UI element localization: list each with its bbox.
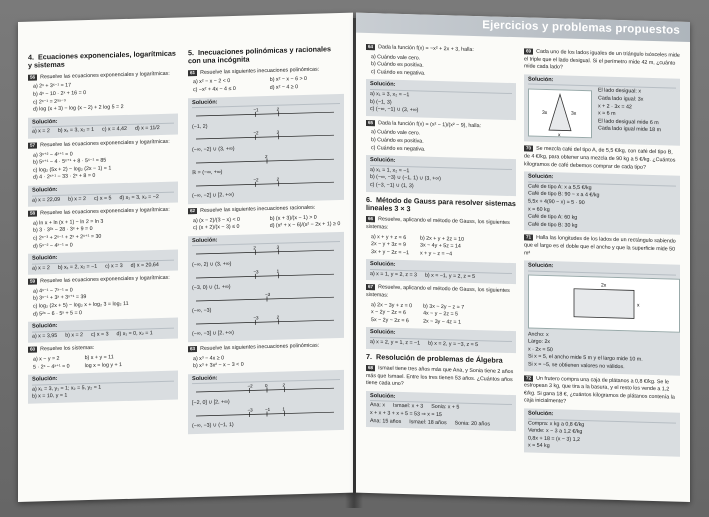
solution-box (366, 327, 516, 352)
exercise-prompt: Halla las longitudes de los lados de un rectángulo sabiendo que el largo es el doble que el ancho y que la superficie mide 50 m² (524, 235, 676, 257)
number-line-row (192, 290, 340, 316)
number-line-axis (196, 412, 334, 416)
exercise-item: a) 2x − 3y + z = 0 (371, 301, 413, 309)
solution-item: Sonia: 20 años (454, 420, 490, 428)
exercise-item: c) (x + 2)/(x − 3) ≤ 0 (193, 223, 240, 232)
solution-box (524, 260, 680, 375)
exercise-item: a) Cuándo vale cero. (371, 129, 421, 137)
exercise-number: 58 (30, 210, 36, 216)
solution-item: b) x = 2, y = −3, z = 5 (428, 340, 479, 349)
triangle-svg (529, 90, 591, 138)
exercise-prompt: Cada uno de los lados iguales de un triángulo isósceles mide el triple que el lado desigual. Si el perímetro mide 42 m, ¿cuánto mide cada lado? (524, 48, 680, 71)
number-line-tick-label: 3 (276, 245, 280, 251)
solution-item: 5,5x + 4(90 − x) = 5 · 90 (528, 198, 585, 206)
solution-item: Ismael: x + 3 (393, 403, 424, 410)
exercise-item: c) Cuándo es negativa. (371, 144, 426, 153)
exercise-item: a) x² − x − 2 < 0 (193, 78, 231, 86)
solution-label: Solución: (192, 234, 340, 247)
solution-label: Solución: (528, 174, 676, 187)
exercise-item: d) x² − 4 ≥ 0 (269, 84, 299, 91)
exercise-70 (524, 146, 680, 173)
exercise-number: 72 (526, 375, 532, 381)
exercise-item: b) 3x − 2y − z = 7 (423, 303, 465, 311)
exercise-item: 2x − y + 3z = 9 (371, 241, 406, 249)
exercise-item: b) Cuándo es positiva. (371, 61, 424, 69)
solution-item: d) x₁ = 3, x₂ = −2 (119, 193, 159, 201)
solution-item: b) x = 10, y = 1 (32, 393, 68, 401)
solution-label: Solución: (32, 252, 174, 265)
exercise-item: a) Cuándo vale cero. (371, 53, 421, 62)
exercise-number: 56 (30, 74, 36, 80)
solution-item: Vende: x − 3 a 1,2 €/kg (528, 427, 583, 436)
solution-label: Solución: (370, 157, 512, 170)
exercise-number: 60 (30, 346, 36, 353)
solution-label: Solución: (528, 263, 676, 276)
number-line-tick-label: −2 (253, 130, 259, 136)
solution-box (28, 113, 178, 138)
exercise-number: 66 (368, 216, 374, 222)
exercise-item: d) log (x + 3) − log (x − 2) + 2 log 5 = 2 (33, 104, 124, 113)
exercise-item: d) (x² + x − 6)/(x² − 2x + 1) ≥ 0 (269, 221, 341, 230)
exercise-items (188, 213, 344, 233)
solution-item: d) x = 11/2 (134, 125, 160, 133)
section-number: 6. (366, 194, 372, 204)
solution-item: x = 60 kg (528, 206, 550, 213)
interval-text: (−∞, 2) ∪ (3, +∞) (192, 260, 232, 269)
number-line-tick-label: 2 (276, 314, 280, 320)
number-line-axis (196, 112, 334, 116)
section-heading: Ecuaciones exponenciales, logarítmicas y sistemas (28, 48, 176, 71)
solution-box (524, 408, 680, 456)
solution-item: x · 2x = 50 (528, 346, 553, 354)
exercise-item: b) 4ˣ − 10 · 2ˣ + 16 = 0 (33, 90, 87, 98)
exercise-item: a) x − y = 2 (33, 355, 60, 363)
solution-box (28, 371, 178, 404)
exercise-item: log x = log y + 1 (84, 361, 123, 369)
column-3 (366, 41, 516, 435)
column-1 (28, 48, 178, 408)
exercise-item: 2x − 3y − 4z = 1 (423, 318, 461, 326)
exercise-item: 3x − 4y + 5z = 14 (420, 242, 461, 250)
exercise-item: b) x + y = 11 (84, 354, 114, 362)
number-line-row (192, 128, 340, 154)
number-line-tick-label: 2 (276, 106, 280, 112)
solution-label: Solución: (192, 96, 340, 109)
exercise-prompt: Resuelve las ecuaciones exponenciales y logarítmicas: (40, 138, 170, 149)
rectangle-label-short: x (637, 302, 640, 309)
triangle-label-right: 3x (571, 111, 577, 118)
solution-item: a) x₁ = 3, x₂ = −1 (370, 91, 410, 99)
solution-item: b) x = 2 (68, 195, 86, 203)
exercise-item: 4x − y − 2z = 5 (423, 310, 458, 318)
number-line-row (192, 105, 340, 131)
exercise-item: x + y − z = −4 (420, 250, 453, 258)
solution-item: Cada lado igual: 3x (598, 95, 644, 103)
interval-text: (−∞, −3) (192, 307, 212, 315)
number-line-tick-label: 1 (276, 268, 280, 274)
solution-item: Compra: x kg a 0,8 €/kg (528, 420, 585, 428)
exercise-prompt: Se mezcla café del tipo A, de 5,5 €/kg, con café del tipo B, de 4 €/kg, para obtener una mezcla de 90 kg a 5 €/kg. ¿Cuántos kilogramos de café debemos comprar de cada tipo? (524, 146, 676, 171)
solution-box (366, 259, 516, 284)
solution-item: Si x = 5, el ancho mide 5 m y el largo mide 10 m. (528, 353, 643, 364)
section-title-6 (366, 195, 516, 216)
exercise-68 (366, 365, 516, 392)
number-line-tick-label: 2 (265, 153, 268, 159)
solution-item: a) x = 2 (32, 264, 50, 272)
page-title: Ejercicios y problemas propuestos (482, 19, 680, 37)
number-line-row (192, 405, 340, 431)
exercise-number: 61 (190, 69, 196, 76)
solution-box (188, 370, 344, 434)
solution-item: Ana: x (370, 402, 386, 409)
exercise-number: 68 (368, 365, 374, 371)
solution-lines (598, 88, 661, 144)
systems-row (28, 353, 178, 372)
solution-item: Ana: 15 años (370, 417, 402, 425)
exercise-prompt: Resuelve las ecuaciones exponenciales y logarítmicas: (40, 275, 170, 285)
interval-text: (−∞, −2] ∪ [2, +∞) (192, 192, 234, 200)
section-number: 4. (28, 52, 34, 62)
solution-item: Sonia: x + 5 (431, 404, 460, 411)
exercise-prompt: Resuelve las siguientes inecuaciones polinómicas: (200, 66, 320, 76)
interval-text: (−∞, −2) ∪ (3, +∞) (192, 145, 235, 154)
solution-box (188, 93, 344, 204)
exercise-number: 67 (368, 284, 374, 290)
exercise-item: a) x³ − 4x ≥ 0 (193, 354, 225, 362)
exercise-item: d) 5²ˣ − 6 · 5ˣ + 5 = 0 (33, 309, 82, 318)
exercise-prompt: Resuelve las siguientes inecuaciones polinómicas: (200, 342, 320, 352)
number-line-tick-label: −3 (247, 407, 253, 413)
number-line-tick-label: −2 (247, 383, 253, 390)
rectangle-shape (574, 288, 634, 318)
number-line-axis (196, 320, 334, 324)
number-line-tick-label: 2 (253, 245, 256, 251)
solution-label: Solución: (528, 411, 676, 424)
solution-label: Solución: (32, 373, 174, 386)
system-a (28, 356, 70, 372)
exercise-item: a) 4ˣ⁻¹ − 7ˣ⁻¹ = 0 (33, 287, 73, 295)
solution-label: Solución: (32, 115, 174, 128)
number-line-tick-label: −3 (253, 315, 259, 321)
interval-text: (−1, 2) (192, 123, 208, 130)
exercise-item: 5x − 2y − 2z = 6 (371, 316, 409, 324)
exercise-prompt: Dada la función f(x) = (x² − 1)/(x² − 9), halla: (378, 120, 482, 129)
solution-item: c) x = 4,42 (102, 126, 127, 134)
triangle-label-base: x (558, 132, 561, 138)
exercise-item: d) 5ˣ⁻² − 4ˣ⁻¹ = 0 (33, 241, 73, 250)
exercise-prompt: Dada la función f(x) = −x² + 2x + 3, halla: (378, 44, 474, 53)
number-line-tick-label: 1 (282, 406, 286, 412)
solution-label: Solución: (32, 184, 174, 197)
number-line-axis (196, 182, 334, 186)
exercise-number: 57 (30, 142, 36, 148)
exercise-item: c) Cuándo es negativa. (371, 68, 426, 77)
number-line-row (192, 381, 340, 407)
system-a (366, 302, 412, 326)
solution-item: Si x = −5, se obtienen valores no válidos. (528, 361, 625, 371)
solution-box (28, 318, 178, 343)
exercise-item: b) x² − x − 6 > 0 (269, 76, 307, 84)
left-page (18, 13, 353, 502)
number-line-row (192, 267, 340, 293)
solution-item: b) x₁ = 3, x₂ = 1 (57, 127, 95, 135)
exercise-item: a) 2ˣ + 3ˣ⁻¹ = 17 (33, 82, 72, 90)
rectangle-label-long: 2x (601, 282, 607, 289)
exercise-item: 5 · 2ˣ − 4ˣ⁺¹ = 0 (33, 363, 70, 371)
solution-item: a) x = 2, y = 1, z = −1 (370, 339, 421, 347)
solution-box (28, 250, 178, 275)
solution-item: x = 54 kg (528, 442, 550, 450)
number-line-axis (196, 159, 334, 163)
solution-box (366, 391, 516, 432)
solution-item: Largo: 2x (528, 338, 551, 346)
exercise-number: 63 (190, 346, 196, 352)
solution-item: Ismael: 18 años (409, 418, 447, 426)
solution-item: Café de tipo A: x a 5,5 €/kg (528, 183, 592, 192)
exercise-item: b) 5ˣ⁺¹ − 4 · 5ˣ⁺¹ + 8 · 5ˣ⁻¹ = 85 (33, 157, 107, 166)
exercise-72 (524, 375, 680, 410)
number-line-tick-label: −2 (253, 177, 259, 183)
solution-item: x + 2 · 3x = 42 (598, 102, 632, 110)
exercise-item: c) 2ˣ⁻³ + 2ˣ⁻¹ + 2ˣ + 2ˣ⁺¹ = 30 (33, 233, 102, 242)
exercise-number: 70 (526, 145, 532, 151)
number-line-row (192, 175, 340, 201)
section-title-4 (28, 50, 178, 71)
exercise-item: b) x³ + 3x² − x − 3 < 0 (193, 361, 244, 370)
section-heading: Inecuaciones polinómicas y racionales con una incógnita (188, 44, 332, 66)
exercise-item: b) (x + 3)/(x − 1) > 0 (269, 214, 317, 222)
exercise-number: 62 (190, 207, 196, 214)
solution-box (188, 232, 344, 343)
solution-item: b) x = 2 (65, 332, 83, 339)
rectangle-figure (528, 274, 680, 332)
column-4 (524, 45, 680, 460)
solution-item: b) (−1, 3) (370, 98, 392, 106)
solution-item: x + x + 3 + x + 5 = 53 ⇒ x = 15 (370, 410, 442, 419)
solution-item: a) x = 3,95 (32, 332, 58, 340)
number-line-row (192, 243, 340, 269)
number-line-axis (196, 136, 334, 140)
number-line-tick-label: 2 (276, 176, 280, 182)
number-line-row (192, 313, 340, 339)
section-number: 5. (188, 48, 194, 58)
exercise-prompt: Resuelve las siguientes inecuaciones racionales: (200, 204, 316, 214)
system-b (418, 303, 464, 327)
exercise-prompt: Ismael tiene tres años más que Ana, y Sonia tiene 2 años más que Ismael. Entre los tres tienen 53 años. ¿Cuántos años tiene cada uno? (366, 365, 514, 388)
solution-item: b) x = −1, y = 2, z = 5 (424, 272, 476, 280)
solution-label: Solución: (528, 76, 676, 89)
exercise-number: 64 (368, 44, 374, 50)
exercise-prompt: Resuelve, aplicando el método de Gauss, los siguientes sistemas: (366, 216, 510, 231)
system-b (80, 354, 122, 370)
exercise-item: b) 3ˣ⁻¹ + 3ˣ + 3ˣ⁺¹ = 39 (33, 294, 87, 303)
section-number: 7. (366, 351, 372, 361)
solution-item: a) x₁ = 3, y₁ = 1; x₂ = 5, y₂ = 1 (32, 384, 102, 393)
solution-item: El lado desigual: x (598, 87, 641, 96)
section-title-7 (366, 353, 516, 366)
column-2 (188, 43, 344, 438)
number-line-tick-label: −1 (265, 406, 271, 412)
exercise-prompt: Resuelve, aplicando el método de Gauss, los siguientes sistemas: (366, 284, 510, 299)
exercise-item: c) −x² + 4x − 4 ≤ 0 (193, 85, 236, 94)
interval-text: (−∞, −3) ∪ (−1, 1) (192, 422, 234, 430)
solution-item: a) x = 2 (32, 128, 50, 135)
number-line-tick-label: 0 (265, 383, 268, 389)
solution-item: c) x = 3 (105, 262, 123, 270)
solution-label: Solución: (370, 393, 512, 406)
solution-label: Solución: (192, 372, 340, 385)
number-line-axis (196, 297, 334, 301)
solution-item: Café de tipo B: 30 kg (528, 221, 578, 229)
exercise-prompt: Resuelve las ecuaciones exponenciales y logarítmicas: (40, 206, 170, 217)
solution-item: a) x = 22,09 (32, 196, 61, 204)
solution-item: a) x = 1, y = 2, z = 3 (370, 270, 417, 279)
exercise-item: d) 4 · 2ˣ⁺¹ − 33 · 2ˣ + 8 = 0 (33, 173, 96, 181)
section-title-5 (188, 45, 344, 66)
rectangle-svg (529, 275, 679, 331)
solution-item: b) (−∞, −3) ∪ (−1, 1) ∪ (3, +∞) (370, 174, 441, 183)
exercise-66 (366, 216, 516, 235)
solution-item: c) x = 5 (93, 194, 112, 202)
exercise-item: b) Cuándo es positiva. (371, 137, 424, 145)
number-line-tick-label: 2 (282, 382, 286, 389)
exercise-item: c) 2ˣ⁻¹ = 2⁵ˣ⁻³ (33, 98, 66, 106)
solution-item: d) x = 20,64 (130, 261, 159, 269)
number-line-tick-label: −1 (253, 107, 259, 113)
interval-text: (−3, 0) ∪ (1, +∞) (192, 284, 231, 292)
isosceles-triangle (549, 94, 571, 131)
exercise-items (188, 75, 344, 95)
exercise-prompt: Resuelve los sistemas: (40, 345, 95, 353)
number-line-axis (196, 389, 334, 393)
right-page (356, 13, 690, 502)
exercise-number: 65 (368, 119, 374, 125)
exercise-item: c) log₂ (5x + 2) − log₂ (2x − 1) = 1 (33, 165, 112, 174)
solution-item: Ancho: x (528, 331, 549, 338)
exercise-item: a) ln x + ln (x + 1) − ln 2 = ln 3 (33, 218, 104, 227)
interval-text: ℝ = (−∞, +∞) (192, 169, 223, 177)
solution-body (528, 86, 676, 144)
solution-box (524, 172, 680, 236)
number-line-tick-label: 3 (276, 130, 280, 136)
system-a (366, 233, 409, 257)
number-line-row (192, 152, 340, 178)
triangle-figure (528, 89, 592, 139)
number-line-axis (196, 274, 334, 278)
section-heading: Método de Gauss para resolver sistemas lineales 3 × 3 (366, 194, 516, 214)
exercise-number: 59 (30, 278, 36, 284)
solution-item: b) x₁ = 2, x₂ = −1 (57, 263, 98, 271)
interval-text: (−∞, −3] ∪ [2, +∞) (192, 330, 234, 338)
solution-item: a) x₁ = 1, x₂ = −1 (370, 166, 410, 174)
exercise-item: a) x + y + z = 6 (371, 233, 407, 241)
solution-label: Solución: (370, 261, 512, 274)
solution-item: El lado desigual mide 6 m (598, 118, 659, 126)
exercise-number: 69 (526, 48, 532, 54)
solution-box (524, 74, 680, 146)
solution-item: Café de tipo A: 60 kg (528, 213, 578, 221)
number-line-axis (196, 250, 334, 254)
solution-box (366, 155, 516, 196)
section-heading: Resolución de problemas de Álgebra (376, 351, 503, 365)
solution-label: Solución: (370, 329, 512, 342)
system-b (415, 235, 464, 259)
solution-item: x = 6 m (598, 110, 616, 118)
solution-item: d) x₁ = 0, x₂ = 1 (116, 330, 153, 338)
exercise-prompt: Un frutero compra una caja de plátanos a 0,8 €/kg. Se le estropean 3 kg, que tira a la basura, y el resto los vende a 1,2 €/kg. Si gana 18 €, ¿cuántos kilogramos de plátanos contenía la caja inicialmente? (524, 375, 675, 405)
triangle-label-left: 3x (542, 110, 548, 117)
exercise-item: a) (x − 2)/(3 − x) < 0 (193, 216, 240, 224)
solution-item: 0,8x + 18 = (x − 3) 1,2 (528, 435, 580, 443)
solution-item: c) x = 3 (91, 331, 109, 338)
exercise-item: b) 3 · 3²ˣ − 28 · 3ˣ + 9 = 0 (33, 226, 93, 234)
exercise-71 (524, 235, 680, 262)
number-line-tick-label: −3 (265, 291, 271, 297)
exercise-item: x − 2y − 2z = 6 (371, 309, 406, 317)
solution-box (366, 79, 516, 120)
systems-row (366, 302, 516, 329)
solution-item: c) (−∞, −1) ∪ (3, +∞) (370, 106, 419, 114)
solution-item: c) (−3, −1) ∪ (1, 3) (370, 181, 414, 190)
solution-box (28, 181, 178, 206)
exercise-69 (524, 48, 680, 75)
exercise-item: 3x + y − 2z = −1 (371, 248, 409, 256)
number-line-tick-label: −3 (253, 268, 259, 274)
systems-row (366, 233, 516, 260)
solution-item: Café de tipo B: 90 − x a 4 €/kg (528, 190, 600, 199)
solution-label: Solución: (32, 320, 174, 333)
exercise-item: c) log₂ (2x + 5) − log₂ x + log₂ 3 = log₂ 11 (33, 300, 129, 310)
interval-text: [−2, 0] ∪ [2, +∞) (192, 399, 230, 407)
solution-item: Cada lado igual mide 18 m (598, 125, 662, 134)
exercise-prompt: Resuelve las ecuaciones exponenciales y logarítmicas: (40, 70, 170, 81)
exercise-67 (366, 284, 516, 303)
solution-label: Solución: (370, 81, 512, 94)
exercise-number: 71 (526, 234, 532, 240)
exercise-item: a) 3ˣ⁺² − 4ˣ⁺¹ = 0 (33, 151, 73, 159)
exercise-item: b) 2x + y + 2z = 10 (420, 234, 465, 243)
